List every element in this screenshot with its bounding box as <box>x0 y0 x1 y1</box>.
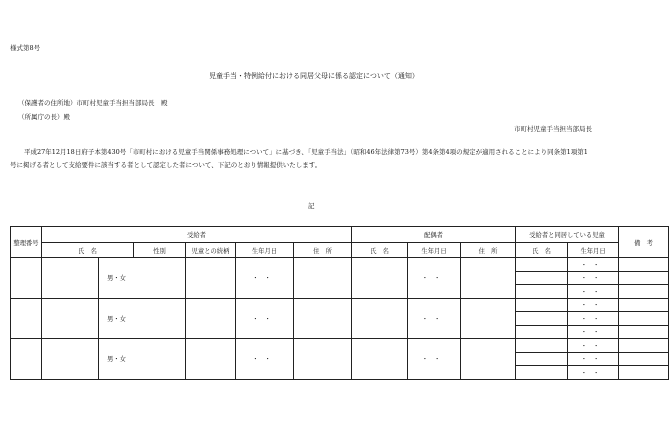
notification-table <box>10 226 669 380</box>
haigu-shimei-cell[interactable] <box>352 339 408 380</box>
haigu-shimei-cell[interactable] <box>352 298 408 339</box>
zokugara-cell[interactable] <box>186 339 236 380</box>
biko-cell[interactable] <box>619 339 669 353</box>
header-haigu-jusho: 住 所 <box>461 243 516 258</box>
haigu-jusho-cell[interactable] <box>461 258 516 299</box>
jukyu-jusho-cell[interactable] <box>294 298 352 339</box>
jido-shimei-cell[interactable] <box>516 325 568 339</box>
ki-heading: 記 <box>308 202 315 210</box>
biko-cell[interactable] <box>619 325 669 339</box>
form-number: 様式第8号 <box>10 44 41 52</box>
biko-cell[interactable] <box>619 271 669 285</box>
jido-seinen-cell: ・・ <box>568 271 619 285</box>
biko-cell[interactable] <box>619 258 669 272</box>
haigu-shimei-cell[interactable] <box>352 258 408 299</box>
jukyu-seinen-cell: ・・ <box>236 298 294 339</box>
body-line-1: 平成27年12月18日府子本第430号「市町村における児童手当関係事務処理について」に基づき、「児童手当法」（昭和46年法律第73号）第4条第4項の規定が適用されることにより同条第1項第1 <box>24 148 588 156</box>
biko-cell[interactable] <box>619 352 669 366</box>
header-dokyo-jido: 受給者と同居している児童 <box>516 227 619 243</box>
jido-seinen-cell: ・・ <box>568 285 619 299</box>
header-zokugara: 児童との続柄 <box>186 243 236 258</box>
seibetsu-cell: 男・女 <box>99 298 186 339</box>
jido-seinen-cell: ・・ <box>568 352 619 366</box>
header-seiri-bango: 整理番号 <box>11 227 42 258</box>
jido-seinen-cell: ・・ <box>568 312 619 326</box>
header-jido-shimei: 氏 名 <box>516 243 568 258</box>
haigu-seinen-cell: ・・ <box>408 298 461 339</box>
document-title: 児童手当・特例給付における同居父母に係る認定について（通知） <box>209 72 419 80</box>
addressee-agency: （所属庁の長）殿 <box>18 113 70 121</box>
zokugara-cell[interactable] <box>186 298 236 339</box>
haigu-seinen-cell: ・・ <box>408 339 461 380</box>
jido-seinen-cell: ・・ <box>568 325 619 339</box>
seiri-cell[interactable] <box>11 298 42 339</box>
jukyu-jusho-cell[interactable] <box>294 339 352 380</box>
header-haigu-shimei: 氏 名 <box>352 243 408 258</box>
jukyu-seinen-cell: ・・ <box>236 339 294 380</box>
jido-shimei-cell[interactable] <box>516 366 568 380</box>
jido-seinen-cell: ・・ <box>568 339 619 353</box>
jido-shimei-cell[interactable] <box>516 312 568 326</box>
sender: 市町村児童手当担当部局長 <box>514 125 592 133</box>
addressee-guardian: （保護者の住所地）市町村児童手当担当部局長 殿 <box>18 99 168 107</box>
jukyu-jusho-cell[interactable] <box>294 258 352 299</box>
haigu-seinen-cell: ・・ <box>408 258 461 299</box>
biko-cell[interactable] <box>619 298 669 312</box>
jido-shimei-cell[interactable] <box>516 298 568 312</box>
seiri-cell[interactable] <box>11 258 42 299</box>
jukyu-seinen-cell: ・・ <box>236 258 294 299</box>
header-seibetsu: 性別 <box>134 243 186 258</box>
jido-shimei-cell[interactable] <box>516 285 568 299</box>
header-jukyu-shimei: 氏 名 <box>42 243 134 258</box>
biko-cell[interactable] <box>619 366 669 380</box>
jido-shimei-cell[interactable] <box>516 352 568 366</box>
jukyu-shimei-cell[interactable] <box>42 258 99 299</box>
header-biko: 備 考 <box>619 227 669 258</box>
jido-seinen-cell: ・・ <box>568 258 619 272</box>
jido-seinen-cell: ・・ <box>568 298 619 312</box>
header-jukyu-jusho: 住 所 <box>294 243 352 258</box>
jido-seinen-cell: ・・ <box>568 366 619 380</box>
header-haigusha: 配偶者 <box>352 227 516 243</box>
header-jido-seinen: 生年月日 <box>568 243 619 258</box>
haigu-jusho-cell[interactable] <box>461 339 516 380</box>
zokugara-cell[interactable] <box>186 258 236 299</box>
header-haigu-seinen: 生年月日 <box>408 243 461 258</box>
haigu-jusho-cell[interactable] <box>461 298 516 339</box>
jukyu-shimei-cell[interactable] <box>42 298 99 339</box>
seibetsu-cell: 男・女 <box>99 258 186 299</box>
header-jukyusha: 受給者 <box>42 227 352 243</box>
jido-shimei-cell[interactable] <box>516 339 568 353</box>
jido-shimei-cell[interactable] <box>516 258 568 272</box>
jido-shimei-cell[interactable] <box>516 271 568 285</box>
seibetsu-cell: 男・女 <box>99 339 186 380</box>
body-line-2: 号に掲げる者として支給要件に該当する者として認定した者について、下記のとおり情報提供いたします。 <box>10 161 322 169</box>
biko-cell[interactable] <box>619 285 669 299</box>
seiri-cell[interactable] <box>11 339 42 380</box>
header-jukyu-seinen: 生年月日 <box>236 243 294 258</box>
body-paragraph <box>10 146 622 172</box>
jukyu-shimei-cell[interactable] <box>42 339 99 380</box>
biko-cell[interactable] <box>619 312 669 326</box>
